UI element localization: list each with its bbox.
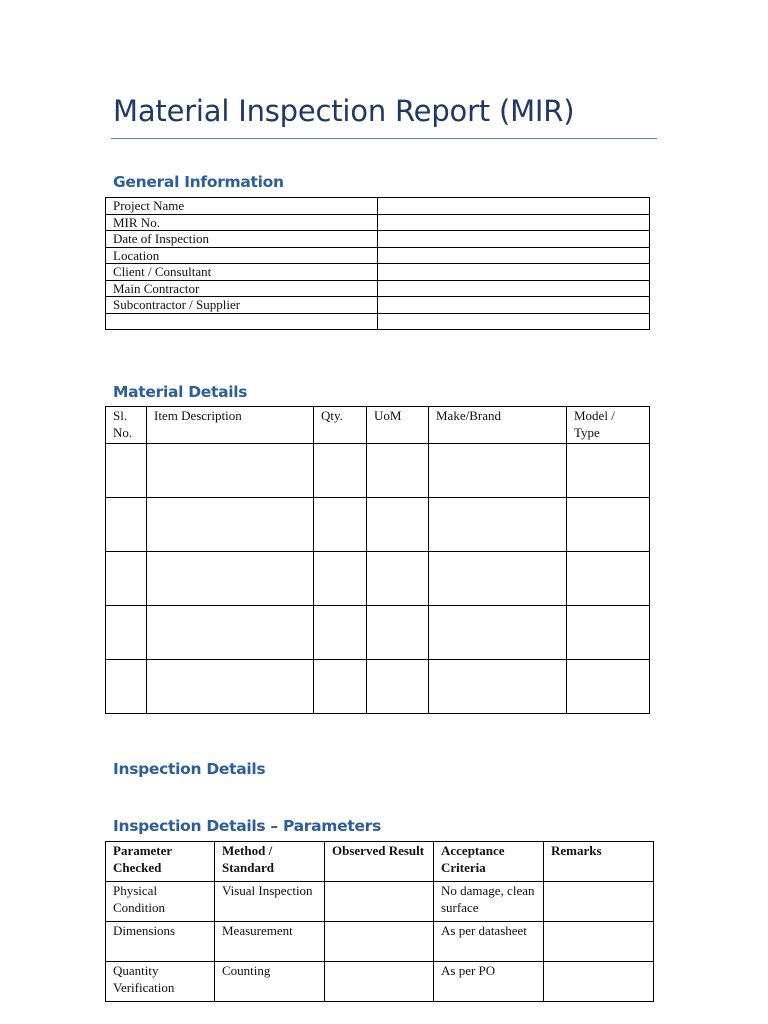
general-info-row: [106, 214, 650, 231]
material-cell[interactable]: [106, 552, 147, 606]
material-cell[interactable]: [147, 660, 314, 714]
general-info-row: [106, 231, 650, 248]
material-cell[interactable]: [147, 498, 314, 552]
general-info-label: Subcontractor / Supplier: [106, 297, 378, 314]
material-cell[interactable]: [567, 606, 650, 660]
material-cell[interactable]: [106, 444, 147, 498]
material-cell[interactable]: [367, 660, 429, 714]
material-column-header: Model / Type: [567, 407, 650, 444]
general-info-row: [106, 198, 650, 215]
material-cell[interactable]: [314, 498, 367, 552]
general-information-heading: General Information: [113, 173, 284, 191]
material-cell[interactable]: [567, 498, 650, 552]
material-cell[interactable]: [314, 660, 367, 714]
material-column-header: Item Description: [147, 407, 314, 444]
general-info-row: [106, 247, 650, 264]
general-info-value-field[interactable]: [378, 214, 650, 231]
general-info-value-field[interactable]: [378, 280, 650, 297]
material-row: [106, 498, 650, 552]
material-cell[interactable]: [567, 552, 650, 606]
material-row: [106, 660, 650, 714]
parameters-column-header: Method / Standard: [215, 842, 325, 882]
general-info-label: Date of Inspection: [106, 231, 378, 248]
material-cell[interactable]: [429, 606, 567, 660]
general-info-row: [106, 280, 650, 297]
general-info-label: MIR No.: [106, 214, 378, 231]
parameters-column-header: Parameter Checked: [106, 842, 215, 882]
parameters-cell[interactable]: [325, 922, 434, 962]
general-info-row: [106, 297, 650, 314]
parameters-cell: As per PO: [434, 962, 544, 1002]
parameters-header-row: [106, 842, 654, 882]
material-cell[interactable]: [314, 444, 367, 498]
parameters-row: [106, 962, 654, 1002]
material-cell[interactable]: [367, 498, 429, 552]
material-cell[interactable]: [147, 552, 314, 606]
material-cell[interactable]: [314, 552, 367, 606]
material-cell[interactable]: [367, 444, 429, 498]
general-info-label: Project Name: [106, 198, 378, 215]
material-cell[interactable]: [367, 606, 429, 660]
parameters-column-header: Observed Result: [325, 842, 434, 882]
parameters-column-header: Remarks: [544, 842, 654, 882]
material-cell[interactable]: [147, 444, 314, 498]
document-title: Material Inspection Report (MIR): [113, 94, 575, 128]
material-cell[interactable]: [429, 444, 567, 498]
general-info-label: Client / Consultant: [106, 264, 378, 281]
material-column-header: UoM: [367, 407, 429, 444]
parameters-cell: Visual Inspection: [215, 882, 325, 922]
material-row: [106, 606, 650, 660]
material-cell[interactable]: [106, 498, 147, 552]
material-header-row: [106, 407, 650, 444]
parameters-cell: Counting: [215, 962, 325, 1002]
general-info-label: Location: [106, 247, 378, 264]
material-cell[interactable]: [429, 498, 567, 552]
material-cell[interactable]: [147, 606, 314, 660]
general-info-value-field[interactable]: [378, 264, 650, 281]
parameters-cell[interactable]: [544, 962, 654, 1002]
general-info-label: Main Contractor: [106, 280, 378, 297]
parameters-cell: Quantity Verification: [106, 962, 215, 1002]
material-cell[interactable]: [567, 444, 650, 498]
general-information-table: [105, 197, 650, 330]
parameters-cell: As per datasheet: [434, 922, 544, 962]
general-info-value-field[interactable]: [378, 313, 650, 330]
material-cell[interactable]: [567, 660, 650, 714]
parameters-cell: No damage, clean surface: [434, 882, 544, 922]
general-info-value-field[interactable]: [378, 231, 650, 248]
material-cell[interactable]: [429, 660, 567, 714]
inspection-parameters-table: [105, 841, 654, 1002]
parameters-cell[interactable]: [544, 882, 654, 922]
material-cell[interactable]: [314, 606, 367, 660]
material-cell[interactable]: [367, 552, 429, 606]
parameters-cell[interactable]: [544, 922, 654, 962]
parameters-cell: Measurement: [215, 922, 325, 962]
general-info-label: [106, 313, 378, 330]
inspection-parameters-heading: Inspection Details – Parameters: [113, 817, 381, 835]
general-info-row: [106, 264, 650, 281]
parameters-row: [106, 922, 654, 962]
material-column-header: Qty.: [314, 407, 367, 444]
parameters-cell: Dimensions: [106, 922, 215, 962]
material-details-heading: Material Details: [113, 383, 248, 401]
parameters-cell[interactable]: [325, 962, 434, 1002]
material-row: [106, 444, 650, 498]
material-cell[interactable]: [106, 660, 147, 714]
parameters-cell: Physical Condition: [106, 882, 215, 922]
material-details-table: [105, 406, 650, 714]
parameters-column-header: Acceptance Criteria: [434, 842, 544, 882]
general-info-value-field[interactable]: [378, 247, 650, 264]
general-info-value-field[interactable]: [378, 198, 650, 215]
title-underline: [111, 138, 657, 139]
inspection-details-heading: Inspection Details: [113, 760, 266, 778]
parameters-row: [106, 882, 654, 922]
general-info-row: [106, 313, 650, 330]
general-info-value-field[interactable]: [378, 297, 650, 314]
material-column-header: Make/Brand: [429, 407, 567, 444]
parameters-cell[interactable]: [325, 882, 434, 922]
material-row: [106, 552, 650, 606]
material-cell[interactable]: [106, 606, 147, 660]
material-cell[interactable]: [429, 552, 567, 606]
material-column-header: Sl. No.: [106, 407, 147, 444]
